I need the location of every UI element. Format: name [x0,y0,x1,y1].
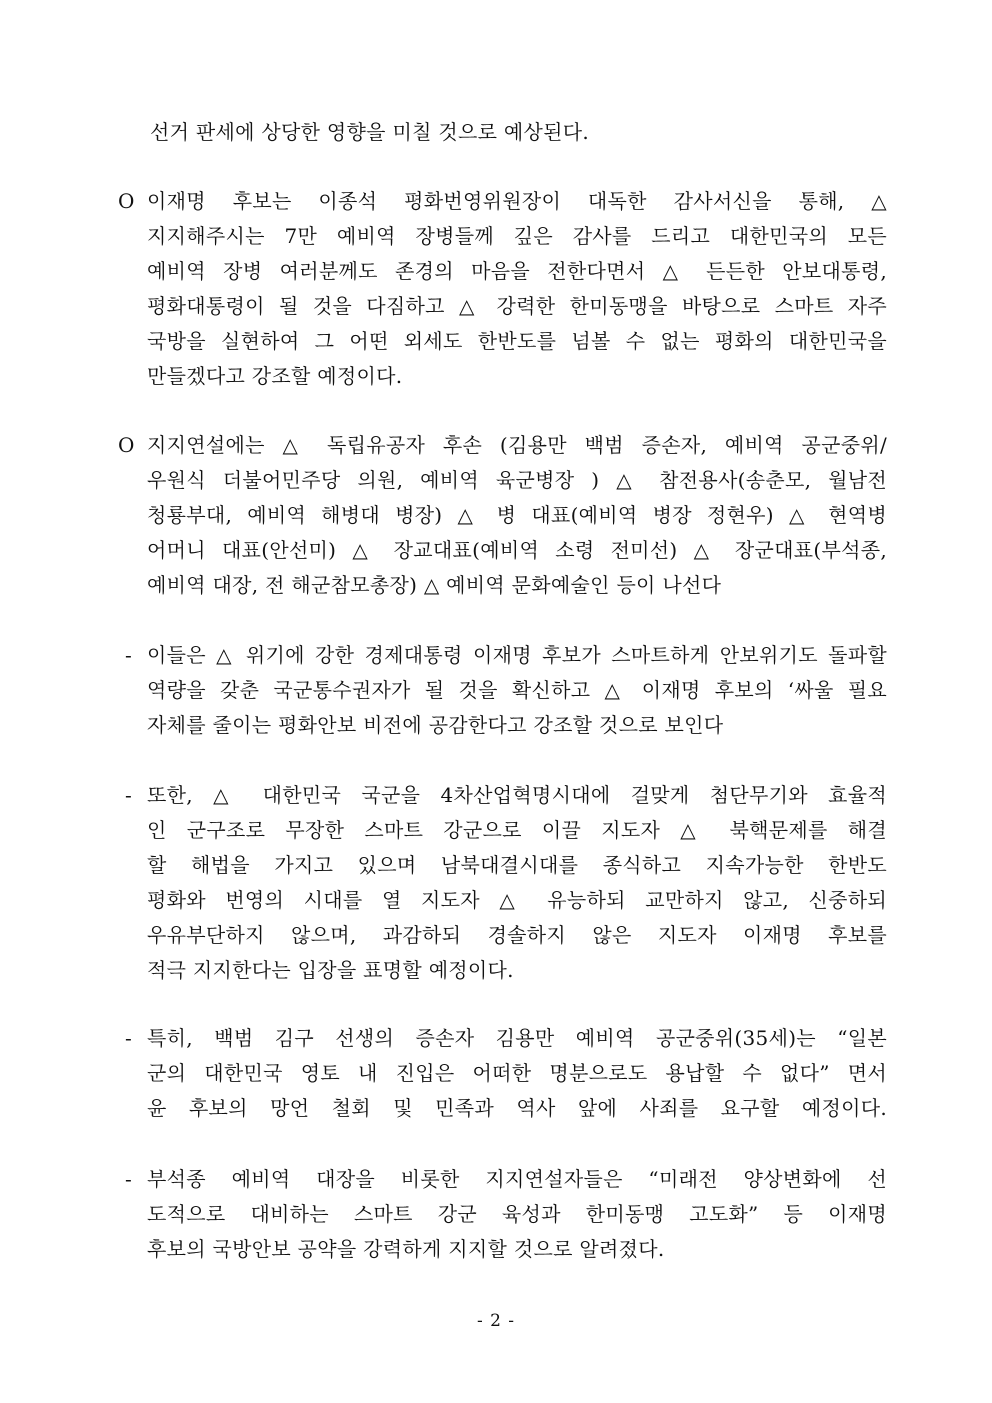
paragraph-line: 부석종 예비역 대장을 비롯한 지지연설자들은 “미래전 양상변화에 선 [147,1167,887,1191]
paragraph-line: 도적으로 대비하는 스마트 강군 육성과 한미동맹 고도화” 등 이재명 [147,1202,887,1226]
paragraph-line: 이들은 △ 위기에 강한 경제대통령 이재명 후보가 스마트하게 안보위기도 돌파할 [147,643,887,667]
paragraph-line: 지지연설에는 △ 독립유공자 후손 (김용만 백범 증손자, 예비역 공군중위/ [147,433,887,457]
paragraph-line: 인 군구조로 무장한 스마트 강군으로 이끌 지도자 △ 북핵문제를 해결 [147,818,887,842]
paragraph-line: 윤 후보의 망언 철회 및 민족과 역사 앞에 사죄를 요구할 예정이다. [147,1096,887,1120]
paragraph-line: 군의 대한민국 영토 내 진입은 어떠한 명분으로도 용납할 수 없다” 면서 [147,1061,887,1085]
paragraph-line: 이재명 후보는 이종석 평화번영위원장이 대독한 감사서신을 통해, △ [147,189,887,213]
paragraph-marker: - [125,1026,132,1050]
paragraph-marker: - [125,1167,132,1191]
paragraph-line: 청룡부대, 예비역 해병대 병장) △ 병 대표(예비역 병장 정현우) △ 현역병 [147,503,887,527]
paragraph-line: 평화와 번영의 시대를 열 지도자 △ 유능하되 교만하지 않고, 신중하되 [147,888,887,912]
paragraph-marker: - [125,783,132,807]
paragraph-line: 우유부단하지 않으며, 과감하되 경솔하지 않은 지도자 이재명 후보를 [147,923,887,947]
paragraph-line: 후보의 국방안보 공약을 강력하게 지지할 것으로 알려졌다. [147,1237,665,1261]
paragraph-line: 평화대통령이 될 것을 다짐하고 △ 강력한 한미동맹을 바탕으로 스마트 자주 [147,294,887,318]
paragraph-line: 또한, △ 대한민국 국군을 4차산업혁명시대에 걸맞게 첨단무기와 효율적 [147,783,887,807]
paragraph-line: 만들겠다고 강조할 예정이다. [147,364,403,388]
paragraph-marker: O [118,189,135,213]
page-number: - 2 - [476,1311,516,1331]
paragraph-line: 우원식 더불어민주당 의원, 예비역 육군병장 ) △ 참전용사(송춘모, 월남전 [147,468,887,492]
paragraph-line: 예비역 대장, 전 해군참모총장) △ 예비역 문화예술인 등이 나선다 [147,573,722,597]
paragraph-marker: O [118,433,135,457]
paragraph-line: 역량을 갖춘 국군통수권자가 될 것을 확신하고 △ 이재명 후보의 ‘싸울 필요 [147,678,887,702]
paragraph-line: 특히, 백범 김구 선생의 증손자 김용만 예비역 공군중위(35세)는 “일본 [147,1026,887,1050]
paragraph-line: 지지해주시는 7만 예비역 장병들께 깊은 감사를 드리고 대한민국의 모든 [147,224,887,248]
paragraph-line: 할 해법을 가지고 있으며 남북대결시대를 종식하고 지속가능한 한반도 [147,853,887,877]
paragraph-line: 자체를 줄이는 평화안보 비전에 공감한다고 강조할 것으로 보인다 [147,713,724,737]
paragraph-line: 예비역 장병 여러분께도 존경의 마음을 전한다면서 △ 든든한 안보대통령, [147,259,887,283]
paragraph-line: 어머니 대표(안선미) △ 장교대표(예비역 소령 전미선) △ 장군대표(부석종, [147,538,887,562]
intro-line: 선거 판세에 상당한 영향을 미칠 것으로 예상된다. [150,120,590,144]
paragraph-line: 국방을 실현하여 그 어떤 외세도 한반도를 넘볼 수 없는 평화의 대한민국을 [147,329,887,353]
paragraph-marker: - [125,643,132,667]
paragraph-line: 적극 지지한다는 입장을 표명할 예정이다. [147,958,514,982]
